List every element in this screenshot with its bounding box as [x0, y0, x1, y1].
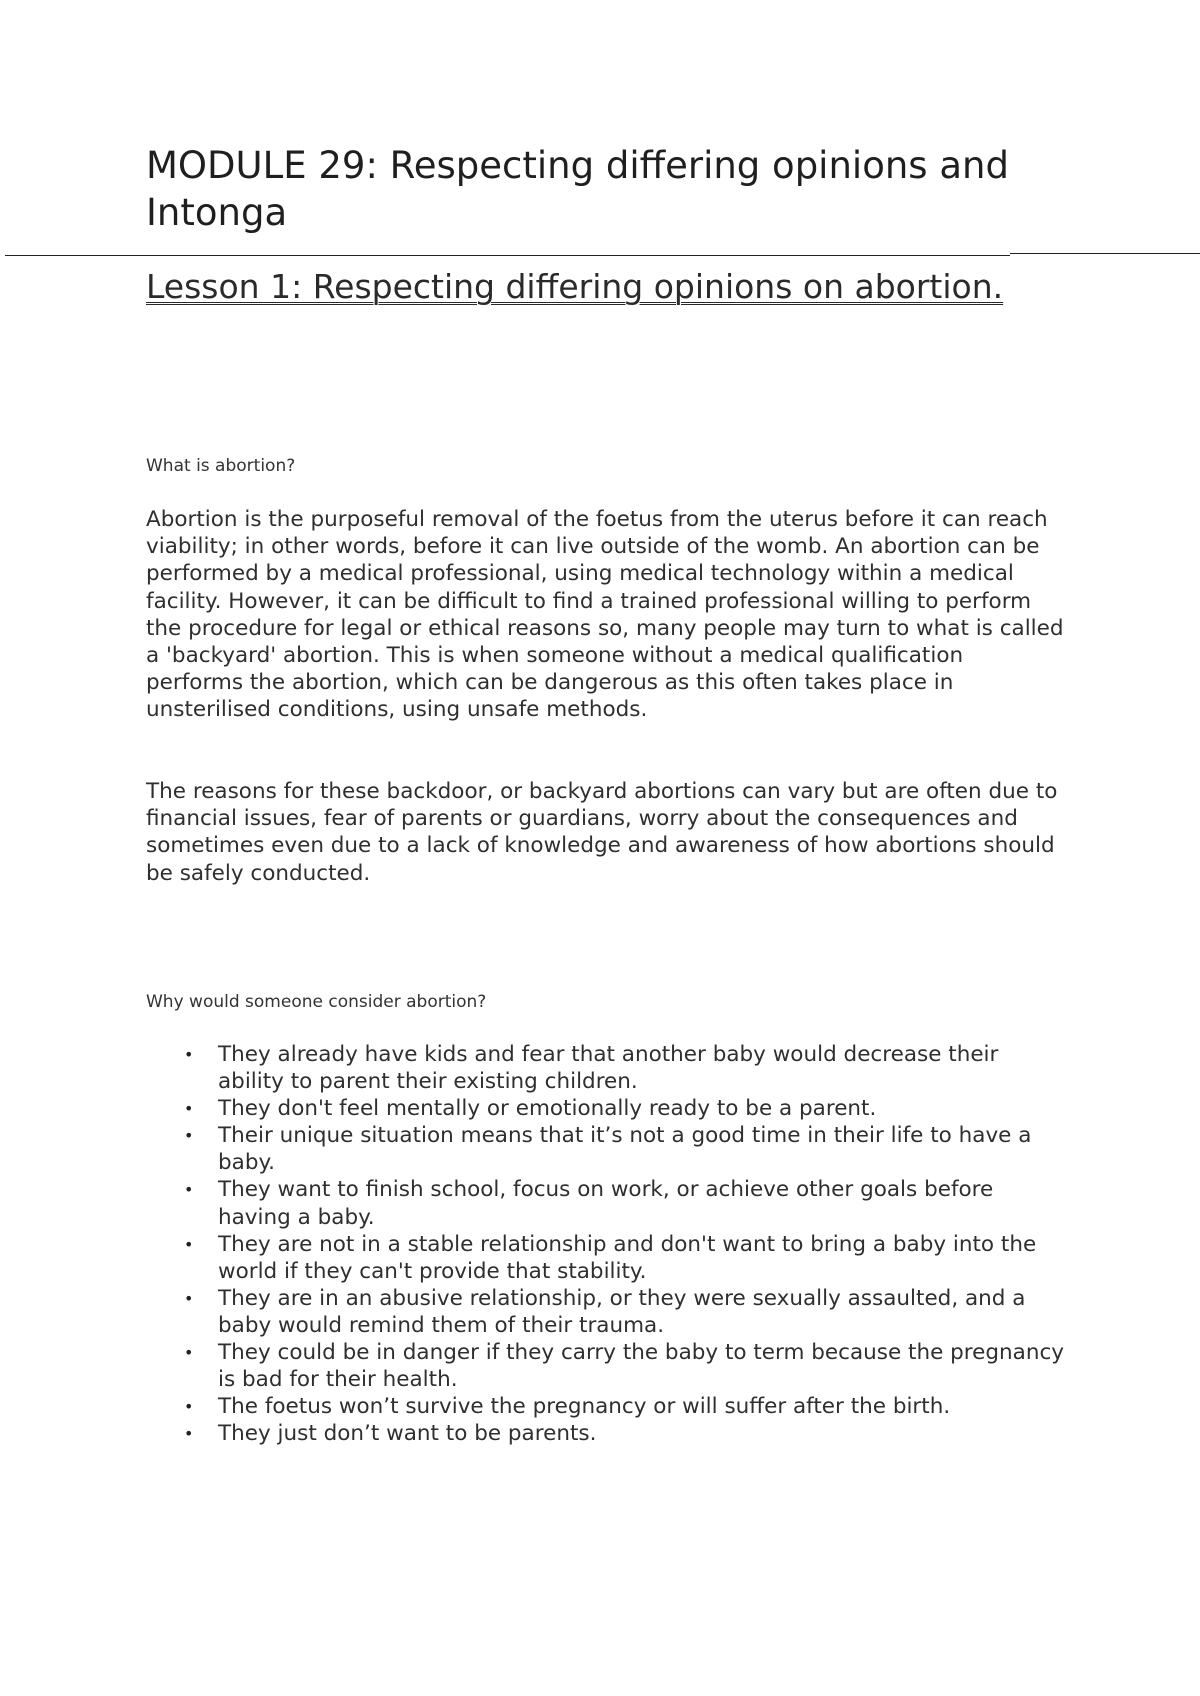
bullet-icon: •	[184, 1180, 194, 1200]
list-item-text: They want to finish school, focus on work, or achieve other goals before having a baby.	[218, 1177, 994, 1230]
list-item-text: They could be in danger if they carry the baby to term because the pregnancy is bad for their health.	[218, 1340, 1065, 1393]
list-item	[146, 1176, 1066, 1230]
lesson-title: Lesson 1: Respecting differing opinions on abortion.	[146, 267, 1004, 306]
section-question-why-consider: Why would someone consider abortion?	[146, 992, 487, 1012]
list-item	[146, 1122, 1066, 1176]
list-item-text: They just don’t want to be parents.	[218, 1421, 597, 1447]
list-item	[146, 1285, 1066, 1339]
list-item-text: The foetus won’t survive the pregnancy or will suffer after the birth.	[218, 1394, 951, 1420]
title-divider-extension	[1010, 253, 1200, 254]
list-item-text: They don't feel mentally or emotionally ready to be a parent.	[218, 1096, 877, 1122]
module-title: MODULE 29: Respecting differing opinions and Intonga	[146, 144, 1009, 234]
list-item	[146, 1420, 1066, 1447]
bullet-icon: •	[184, 1288, 194, 1308]
bullet-icon: •	[184, 1045, 194, 1064]
bullet-icon: •	[184, 1126, 194, 1146]
bullet-icon: •	[184, 1099, 194, 1119]
bullet-icon: •	[184, 1397, 194, 1417]
bullet-icon: •	[184, 1343, 194, 1363]
list-item	[146, 1095, 1066, 1122]
section-question-what-is-abortion: What is abortion?	[146, 456, 296, 476]
title-divider	[5, 255, 1010, 256]
list-item-text: They are in an abusive relationship, or they were sexually assaulted, and a baby would remind them of their trauma.	[218, 1285, 1026, 1338]
reasons-list	[146, 1041, 1066, 1447]
list-item	[146, 1041, 1066, 1095]
list-item	[146, 1231, 1066, 1285]
bullet-icon: •	[184, 1424, 194, 1444]
list-item	[146, 1393, 1066, 1420]
list-item-text: They already have kids and fear that another baby would decrease their ability to parent their existing children.	[218, 1042, 999, 1095]
list-item	[146, 1339, 1066, 1393]
bullet-icon: •	[184, 1234, 194, 1254]
backyard-reasons-paragraph: The reasons for these backdoor, or backyard abortions can vary but are often due to financial issues, fear of parents or guardians, worry about the consequences and sometimes even due to a lack of knowledge and awareness of how abortions should be safely conducted.	[146, 779, 1058, 886]
list-item-text: Their unique situation means that it’s not a good time in their life to have a baby.	[218, 1123, 1032, 1176]
list-item-text: They are not in a stable relationship and don't want to bring a baby into the world if they can't provide that stability.	[218, 1231, 1037, 1284]
abortion-definition-paragraph: Abortion is the purposeful removal of the foetus from the uterus before it can reach viability; in other words, before it can live outside of the womb. An abortion can be performed by a medical professional, using medical technology within a medical facility. However, it can be difficult to find a trained professional willing to perform the procedure for legal or ethical reasons so, many people may turn to what is called a 'backyard' abortion. This is when someone without a medical qualification performs the abortion, which can be dangerous as this often takes place in unsterilised conditions, using unsafe methods.	[146, 507, 1064, 723]
